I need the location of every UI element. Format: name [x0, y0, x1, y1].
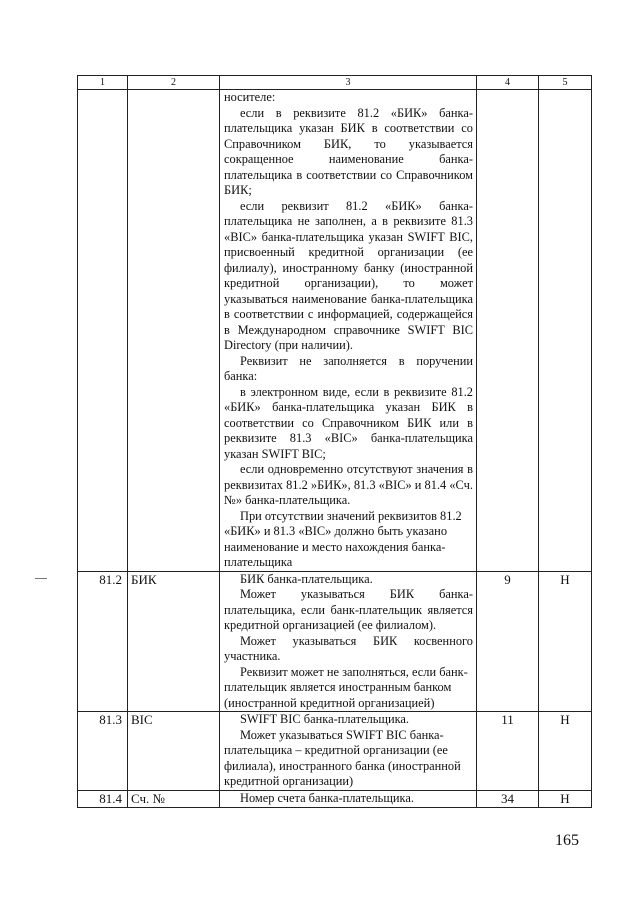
description-paragraph: если одновременно отсутствуют значения в реквизитах 81.2 »БИК», 81.3 «BIC» и 81.4 «Сч. №» банка-плательщика.	[224, 462, 473, 507]
requisite-mandatory: Н	[539, 712, 592, 791]
requisite-number: 81.2	[78, 571, 128, 712]
description-paragraph: Может указываться БИК банка-плательщика, если банк-плательщик является кредитной организацией (ее филиалом).	[224, 587, 473, 632]
requisite-name: БИК	[128, 571, 220, 712]
table-row	[78, 571, 592, 712]
description-paragraph: SWIFT BIC банка-плательщика.	[240, 712, 410, 726]
column-header-1: 1	[78, 76, 128, 90]
column-number-row	[78, 76, 592, 90]
requisite-length: 9	[477, 571, 539, 712]
requisite-description	[220, 712, 477, 791]
requisite-mandatory: Н	[539, 790, 592, 807]
requisite-description	[220, 790, 477, 807]
requisite-length	[477, 90, 539, 572]
description-paragraph: Номер счета банка-плательщика.	[240, 790, 414, 805]
requisite-mandatory	[539, 90, 592, 572]
description-paragraph: Реквизит не заполняется в поручении банка:	[224, 353, 473, 383]
column-header-3: 3	[220, 76, 477, 90]
requisite-number	[78, 90, 128, 572]
column-header-5: 5	[539, 76, 592, 90]
table-row	[78, 790, 592, 807]
description-paragraph: Может указываться БИК косвенного участника.	[224, 633, 473, 663]
description-paragraph: носителе:	[224, 90, 276, 104]
description-paragraph: БИК банка-плательщика.	[240, 571, 373, 586]
description-paragraph: При отсутствии значений реквизитов 81.2 «БИК» и 81.3 «BIC» должно быть указано наименование и место нахождения банка-плательщика	[224, 508, 462, 569]
description-paragraph: Может указываться SWIFT BIC банка-плательщика – кредитной организации (ее филиала), иностранного банка (иностранной кредитной организации)	[224, 727, 461, 788]
column-header-2: 2	[128, 76, 220, 90]
description-paragraph: если реквизит 81.2 «БИК» банка-плательщика не заполнен, а в реквизите 81.3 «BIC» банка-плательщика указан SWIFT BIC, присвоенный кредитной организации (ее филиалу), иностранному банку (иностранной кредитной организации), то может указываться наименование банка-плательщика в соответствии с информацией, содержащейся в Международном справочнике SWIFT BIC Directory (при наличии).	[224, 198, 473, 352]
description-paragraph: если в реквизите 81.2 «БИК» банка-плательщика указан БИК в соответствии со Справочником БИК, то указывается сокращенное наименование банка-плательщика в соответствии со Справочником БИК;	[224, 105, 473, 197]
requisites-table	[77, 75, 592, 808]
requisite-name: BIC	[128, 712, 220, 791]
column-header-4: 4	[477, 76, 539, 90]
requisite-description	[220, 90, 477, 572]
requisite-mandatory: Н	[539, 571, 592, 712]
requisite-number: 81.4	[78, 790, 128, 807]
requisite-name	[128, 90, 220, 572]
description-paragraph: в электронном виде, если в реквизите 81.2 «БИК» банка-плательщика указан БИК в соответствии со Справочником БИК или в реквизите 81.3 «BIC» банка-плательщика указан SWIFT BIC;	[224, 384, 473, 461]
page-number: 165	[555, 832, 579, 849]
requisite-length: 34	[477, 790, 539, 807]
requisite-length: 11	[477, 712, 539, 791]
description-paragraph: Реквизит может не заполняться, если банк-плательщик является иностранным банком (иностранной кредитной организацией)	[224, 664, 468, 710]
requisite-description	[220, 571, 477, 712]
scan-mark	[35, 578, 47, 579]
table-row	[78, 712, 592, 791]
table-row	[78, 90, 592, 572]
requisite-number: 81.3	[78, 712, 128, 791]
requisite-name: Сч. №	[128, 790, 220, 807]
